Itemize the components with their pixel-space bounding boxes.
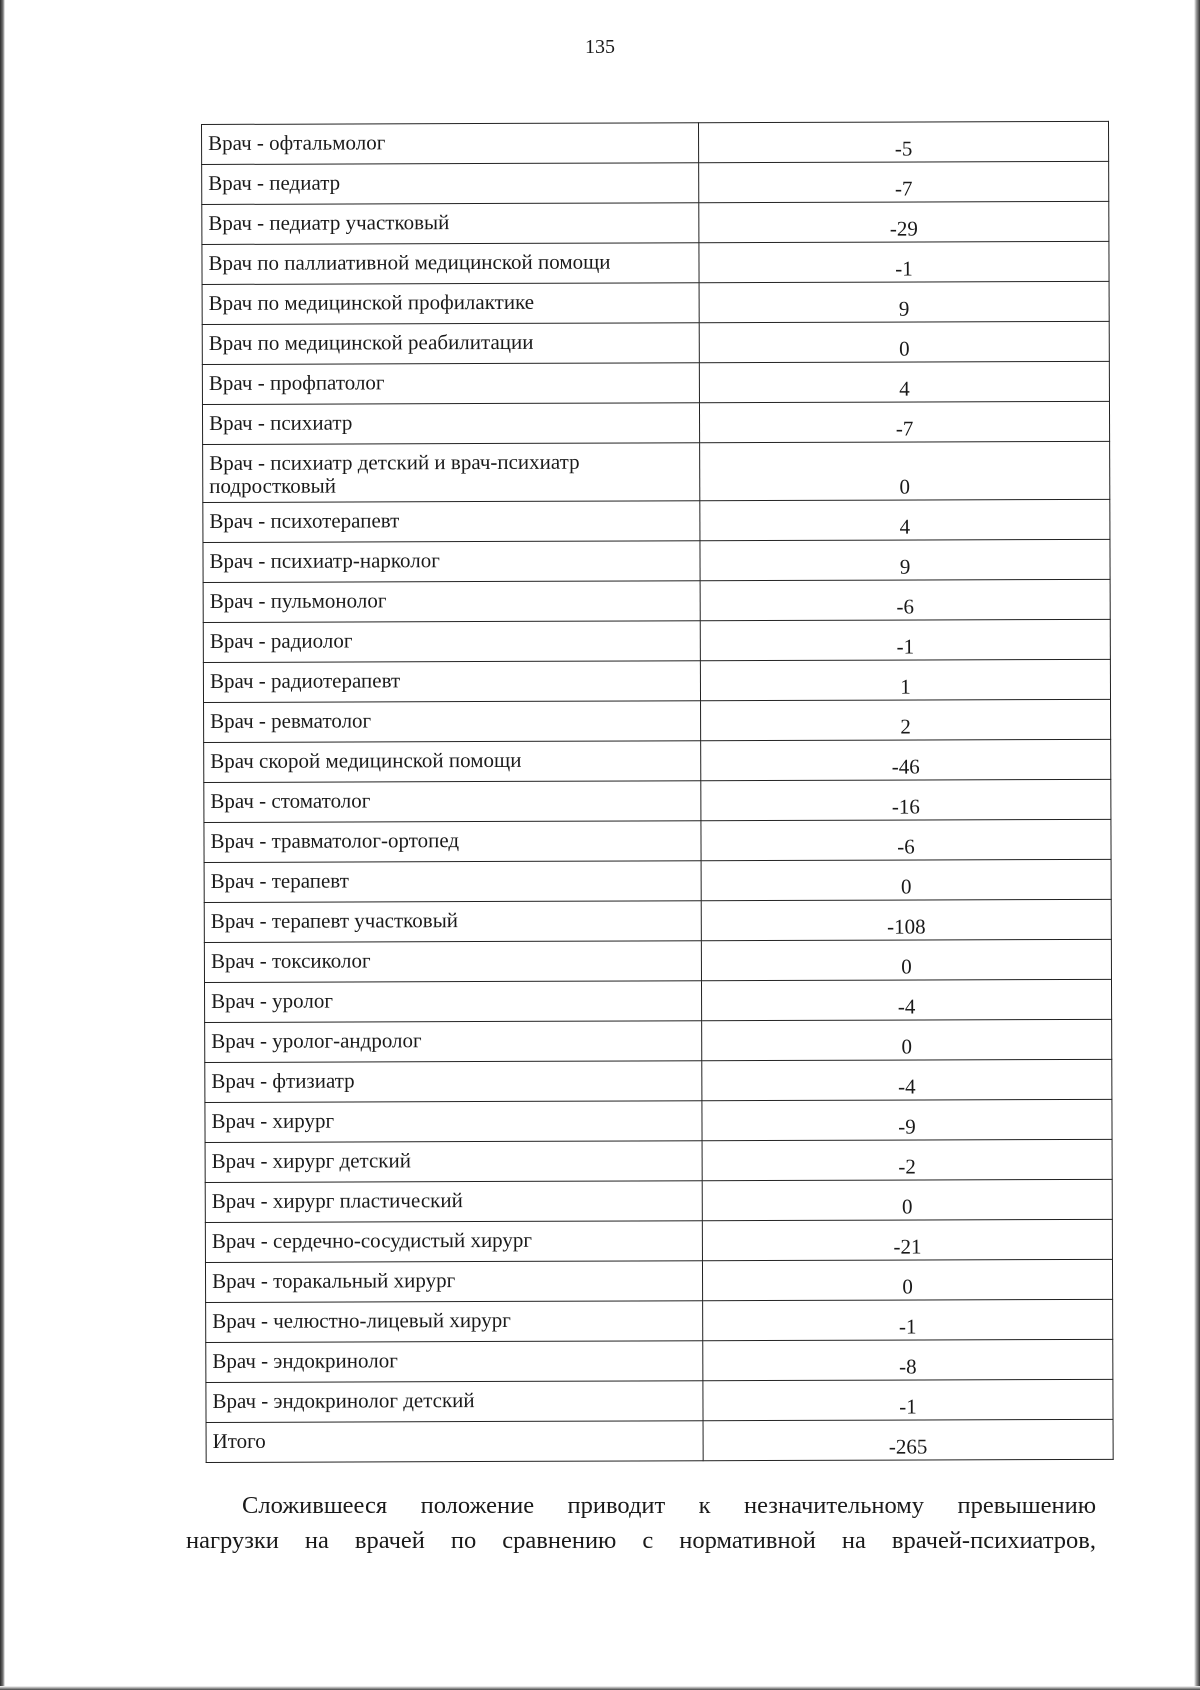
table-row [202,281,1109,324]
table-row [205,1179,1112,1222]
doctor-specialty-cell: Врач - эндокринолог [206,1341,703,1383]
doctor-specialty-cell: Врач - уролог-андролог [205,1021,702,1063]
value-cell: -5 [698,121,1108,162]
value-cell: -4 [702,1059,1112,1100]
doctor-specialty-cell: Врач - токсиколог [204,941,701,983]
doctor-specialty-cell: Врач - офтальмолог [202,123,699,165]
table-row [204,939,1111,982]
value-cell: -8 [703,1339,1113,1380]
doctor-specialty-cell: Врач - терапевт [204,861,701,903]
doctor-specialty-cell: Врач - стоматолог [204,781,701,823]
value-cell: -9 [702,1099,1112,1140]
doctor-specialty-cell: Врач скорой медицинской помощи [204,741,701,783]
scan-edge-right [1194,0,1200,1690]
table-row [202,361,1109,404]
table-row [204,979,1111,1022]
value-cell: -21 [702,1219,1112,1260]
value-cell: -6 [700,579,1110,620]
table-row [205,1099,1112,1142]
scan-edge-left [0,0,5,1690]
table-row [203,499,1110,542]
value-cell: -46 [701,739,1111,780]
value-cell: 9 [700,539,1110,580]
table-row [203,539,1110,582]
total-label-cell: Итого [206,1421,703,1463]
doctor-specialty-cell: Врач - фтизиатр [205,1061,702,1103]
value-cell: -1 [700,619,1110,660]
doctor-specialty-cell: Врач - сердечно-сосудистый хирург [205,1221,702,1263]
value-cell: 4 [700,499,1110,540]
table-row [203,619,1110,662]
value-cell: 9 [699,281,1109,322]
table-row [204,739,1111,782]
table-row [202,161,1109,204]
table-container [201,121,1113,1463]
doctor-specialty-cell: Врач - психиатр-нарколог [203,541,700,583]
value-cell: 1 [700,659,1110,700]
doctor-specialty-cell: Врач - психиатр [202,403,699,445]
doctor-specialty-cell: Врач - торакальный хирург [205,1261,702,1303]
value-cell: 0 [702,1179,1112,1220]
value-cell: -1 [703,1299,1113,1340]
table-row [205,1139,1112,1182]
table-row [204,699,1111,742]
doctor-specialty-cell: Врач - хирург пластический [205,1181,702,1223]
table-row [202,121,1109,164]
doctor-specialty-cell: Врач - педиатр [202,163,699,205]
doctor-specialty-cell: Врач - пульмонолог [203,581,700,623]
doctor-specialty-cell: Врач - ревматолог [204,701,701,743]
table-row [204,859,1111,902]
value-cell: 0 [702,1019,1112,1060]
table-row [204,819,1111,862]
table-row [206,1339,1113,1382]
doctor-specialty-cell: Врач - травматолог-ортопед [204,821,701,863]
body-paragraph [186,1488,1096,1558]
body-paragraph-line: нагрузки на врачей по сравнению с нормативной на врачей-психиатров, [186,1527,1096,1554]
doctor-specialty-cell: Врач - уролог [204,981,701,1023]
table-row [202,401,1109,444]
value-cell: -16 [701,779,1111,820]
table-row [204,779,1111,822]
doctor-specialty-cell: Врач - хирург [205,1101,702,1143]
total-value-cell: -265 [703,1419,1113,1460]
value-cell: -4 [701,979,1111,1020]
value-cell: -29 [699,201,1109,242]
value-cell: -7 [699,401,1109,442]
value-cell: -1 [699,241,1109,282]
doctor-specialty-cell: Врач - челюстно-лицевый хирург [206,1301,703,1343]
value-cell: 4 [699,361,1109,402]
value-cell: 0 [699,321,1109,362]
value-cell: -108 [701,899,1111,940]
doctor-specialty-cell: Врач - хирург детский [205,1141,702,1183]
table-row [203,579,1110,622]
value-cell: -1 [703,1379,1113,1420]
doctor-specialty-cell: Врач - радиолог [203,621,700,663]
value-cell: 2 [701,699,1111,740]
body-paragraph-line: Сложившееся положение приводит к незначительному превышению [242,1492,1096,1519]
table-row [202,321,1109,364]
value-cell: 0 [701,859,1111,900]
table-row [205,1259,1112,1302]
value-cell: 0 [701,939,1111,980]
table-row [203,441,1110,502]
table-row [203,659,1110,702]
value-cell: -7 [699,161,1109,202]
doctor-specialty-cell: Врач по медицинской реабилитации [202,323,699,365]
doctor-specialty-cell: Врач - эндокринолог детский [206,1381,703,1423]
table-row [204,899,1111,942]
doctor-specialty-cell: Врач - педиатр участковый [202,203,699,245]
doctor-specialty-cell: Врач - психиатр детский и врач-психиатр подростковый [203,443,700,503]
table-row [205,1019,1112,1062]
doctor-specialty-cell: Врач по медицинской профилактике [202,283,699,325]
page-number: 135 [585,36,615,58]
value-cell: 0 [700,441,1110,500]
value-cell: 0 [702,1259,1112,1300]
value-cell: -6 [701,819,1111,860]
doctor-specialty-cell: Врач по паллиативной медицинской помощи [202,243,699,285]
table-row [202,241,1109,284]
doctor-specialty-cell: Врач - психотерапевт [203,501,700,543]
value-cell: -2 [702,1139,1112,1180]
table-row [205,1059,1112,1102]
table-row [202,201,1109,244]
doctor-specialty-cell: Врач - радиотерапевт [203,661,700,703]
table-row [206,1299,1113,1342]
table-row [206,1379,1113,1422]
doctor-deficit-table [201,121,1114,1463]
doctor-specialty-cell: Врач - терапевт участковый [204,901,701,943]
doctor-specialty-cell: Врач - профпатолог [202,363,699,405]
table-row [205,1219,1112,1262]
table-row-total [206,1419,1113,1462]
scan-edge-bottom [0,1686,1200,1690]
